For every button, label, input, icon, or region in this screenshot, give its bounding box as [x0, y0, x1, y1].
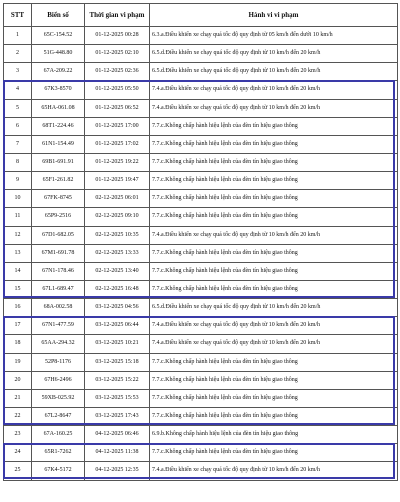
plate-cell: 65C-154.52: [32, 27, 85, 45]
stt-cell: 9: [4, 172, 32, 190]
violation-cell: 7.7.c.Không chấp hành hiệu lệnh của đèn tín hiệu giao thông: [150, 208, 398, 226]
stt-cell: 2: [4, 45, 32, 63]
violation-cell: 7.7.c.Không chấp hành hiệu lệnh của đèn tín hiệu giao thông: [150, 371, 398, 389]
stt-cell: 23: [4, 426, 32, 444]
stt-cell: 24: [4, 444, 32, 462]
table-row: [4, 27, 398, 45]
table-row: [4, 172, 398, 190]
stt-cell: 10: [4, 190, 32, 208]
plate-cell: 67N1-477.59: [32, 317, 85, 335]
time-cell: 02-12-2025 09:10: [85, 208, 150, 226]
time-cell: 04-12-2025 11:38: [85, 444, 150, 462]
violation-cell: 7.7.c.Không chấp hành hiệu lệnh của đèn tín hiệu giao thông: [150, 117, 398, 135]
plate-cell: 67M1-691.78: [32, 244, 85, 262]
time-cell: 01-12-2025 17:02: [85, 135, 150, 153]
stt-cell: 4: [4, 81, 32, 99]
plate-cell: 67L2-8647: [32, 407, 85, 425]
table-row: [4, 81, 398, 99]
table-row: [4, 99, 398, 117]
stt-cell: 8: [4, 153, 32, 171]
stt-cell: 15: [4, 280, 32, 298]
time-cell: 04-12-2025 06:46: [85, 426, 150, 444]
time-cell: 03-12-2025 06:44: [85, 317, 150, 335]
stt-cell: 16: [4, 299, 32, 317]
stt-cell: 6: [4, 117, 32, 135]
table-row: [4, 63, 398, 81]
table-row: [4, 426, 398, 444]
table-row: [4, 335, 398, 353]
time-cell: 01-12-2025 06:52: [85, 99, 150, 117]
time-cell: 03-12-2025 17:43: [85, 407, 150, 425]
table-row: [4, 117, 398, 135]
violation-cell: 7.7.c.Không chấp hành hiệu lệnh của đèn tín hiệu giao thông: [150, 190, 398, 208]
table-row: [4, 244, 398, 262]
time-cell: 02-12-2025 06:01: [85, 190, 150, 208]
plate-cell: 59XB-025.92: [32, 389, 85, 407]
stt-cell: 17: [4, 317, 32, 335]
plate-cell: 67L1-689.47: [32, 280, 85, 298]
header-plate: Biển số: [32, 4, 85, 27]
table-row: [4, 389, 398, 407]
table-row: [4, 226, 398, 244]
plate-cell: 61N1-154.49: [32, 135, 85, 153]
table-body: [4, 27, 398, 481]
time-cell: 03-12-2025 04:56: [85, 299, 150, 317]
stt-cell: 18: [4, 335, 32, 353]
header-time: Thời gian vi phạm: [85, 4, 150, 27]
stt-cell: 11: [4, 208, 32, 226]
violations-table-container: [3, 3, 397, 481]
stt-cell: 19: [4, 353, 32, 371]
violation-cell: 7.4.a.Điều khiển xe chạy quá tốc độ quy định từ 10 km/h đến 20 km/h: [150, 99, 398, 117]
plate-cell: 67FK-8745: [32, 190, 85, 208]
violation-cell: 7.7.c.Không chấp hành hiệu lệnh của đèn tín hiệu giao thông: [150, 353, 398, 371]
time-cell: 01-12-2025 17:00: [85, 117, 150, 135]
stt-cell: 5: [4, 99, 32, 117]
time-cell: 03-12-2025 10:21: [85, 335, 150, 353]
violation-cell: 6.5.d.Điều khiển xe chạy quá tốc độ quy định từ 10 km/h đến 20 km/h: [150, 299, 398, 317]
table-row: [4, 353, 398, 371]
violation-cell: 7.7.c.Không chấp hành hiệu lệnh của đèn tín hiệu giao thông: [150, 244, 398, 262]
violation-cell: 7.4.a.Điều khiển xe chạy quá tốc độ quy định từ 10 km/h đến 20 km/h: [150, 317, 398, 335]
stt-cell: 12: [4, 226, 32, 244]
stt-cell: 20: [4, 371, 32, 389]
table-row: [4, 190, 398, 208]
violation-cell: 7.4.a.Điều khiển xe chạy quá tốc độ quy định từ 10 km/h đến 20 km/h: [150, 462, 398, 480]
time-cell: 03-12-2025 15:22: [85, 371, 150, 389]
plate-cell: 65AA-294.32: [32, 335, 85, 353]
plate-cell: 69B1-691.91: [32, 153, 85, 171]
plate-cell: 67K3-8570: [32, 81, 85, 99]
violations-table: [3, 3, 398, 481]
violation-cell: 7.7.c.Không chấp hành hiệu lệnh của đèn tín hiệu giao thông: [150, 444, 398, 462]
violation-cell: 7.7.c.Không chấp hành hiệu lệnh của đèn tín hiệu giao thông: [150, 407, 398, 425]
table-row: [4, 299, 398, 317]
table-row: [4, 462, 398, 480]
plate-cell: 67N1-178.46: [32, 262, 85, 280]
time-cell: 03-12-2025 15:18: [85, 353, 150, 371]
violation-cell: 6.3.a.Điều khiển xe chạy quá tốc độ quy định từ 05 km/h đến dưới 10 km/h: [150, 27, 398, 45]
plate-cell: 68T1-224.46: [32, 117, 85, 135]
stt-cell: 13: [4, 244, 32, 262]
violation-cell: 7.7.c.Không chấp hành hiệu lệnh của đèn tín hiệu giao thông: [150, 153, 398, 171]
stt-cell: 3: [4, 63, 32, 81]
plate-cell: 65HA-061.08: [32, 99, 85, 117]
table-row: [4, 280, 398, 298]
plate-cell: 67A-160.25: [32, 426, 85, 444]
violation-cell: 7.4.a.Điều khiển xe chạy quá tốc độ quy định từ 10 km/h đến 20 km/h: [150, 81, 398, 99]
time-cell: 04-12-2025 12:35: [85, 462, 150, 480]
time-cell: 02-12-2025 16:48: [85, 280, 150, 298]
violation-cell: 6.5.d.Điều khiển xe chạy quá tốc độ quy định từ 10 km/h đến 20 km/h: [150, 63, 398, 81]
violation-cell: 7.4.a.Điều khiển xe chạy quá tốc độ quy định từ 10 km/h đến 20 km/h: [150, 335, 398, 353]
stt-cell: 14: [4, 262, 32, 280]
table-row: [4, 153, 398, 171]
table-row: [4, 208, 398, 226]
plate-cell: 67D1-682.05: [32, 226, 85, 244]
table-row: [4, 45, 398, 63]
table-row: [4, 262, 398, 280]
table-row: [4, 444, 398, 462]
table-row: [4, 407, 398, 425]
violation-cell: 7.7.c.Không chấp hành hiệu lệnh của đèn tín hiệu giao thông: [150, 389, 398, 407]
stt-cell: 21: [4, 389, 32, 407]
plate-cell: 67A-209.22: [32, 63, 85, 81]
plate-cell: 65R1-7262: [32, 444, 85, 462]
stt-cell: 7: [4, 135, 32, 153]
header-stt: STT: [4, 4, 32, 27]
plate-cell: 67K4-5172: [32, 462, 85, 480]
stt-cell: 22: [4, 407, 32, 425]
time-cell: 02-12-2025 13:33: [85, 244, 150, 262]
time-cell: 02-12-2025 10:35: [85, 226, 150, 244]
violation-cell: 7.7.c.Không chấp hành hiệu lệnh của đèn tín hiệu giao thông: [150, 262, 398, 280]
time-cell: 01-12-2025 19:22: [85, 153, 150, 171]
time-cell: 02-12-2025 13:40: [85, 262, 150, 280]
violation-cell: 7.7.c.Không chấp hành hiệu lệnh của đèn tín hiệu giao thông: [150, 135, 398, 153]
table-row: [4, 317, 398, 335]
violation-cell: 7.7.c.Không chấp hành hiệu lệnh của đèn tín hiệu giao thông: [150, 280, 398, 298]
plate-cell: 68A-002.58: [32, 299, 85, 317]
time-cell: 01-12-2025 19:47: [85, 172, 150, 190]
header-violation: Hành vi vi phạm: [150, 4, 398, 27]
violation-cell: 6.9.b.Không chấp hành hiệu lệnh của đèn tín hiệu giao thông: [150, 426, 398, 444]
plate-cell: 52P8-1176: [32, 353, 85, 371]
time-cell: 01-12-2025 00:28: [85, 27, 150, 45]
plate-cell: 65F1-261.82: [32, 172, 85, 190]
table-row: [4, 135, 398, 153]
time-cell: 03-12-2025 15:53: [85, 389, 150, 407]
time-cell: 01-12-2025 02:10: [85, 45, 150, 63]
violation-cell: 7.7.c.Không chấp hành hiệu lệnh của đèn tín hiệu giao thông: [150, 172, 398, 190]
table-header-row: [4, 4, 398, 27]
table-row: [4, 371, 398, 389]
violation-cell: 7.4.a.Điều khiển xe chạy quá tốc độ quy định từ 10 km/h đến 20 km/h: [150, 226, 398, 244]
plate-cell: 67H6-2496: [32, 371, 85, 389]
stt-cell: 1: [4, 27, 32, 45]
violation-cell: 6.5.d.Điều khiển xe chạy quá tốc độ quy định từ 10 km/h đến 20 km/h: [150, 45, 398, 63]
time-cell: 01-12-2025 02:36: [85, 63, 150, 81]
stt-cell: 25: [4, 462, 32, 480]
plate-cell: 65P9-2516: [32, 208, 85, 226]
time-cell: 01-12-2025 05:50: [85, 81, 150, 99]
plate-cell: 51G-448.80: [32, 45, 85, 63]
